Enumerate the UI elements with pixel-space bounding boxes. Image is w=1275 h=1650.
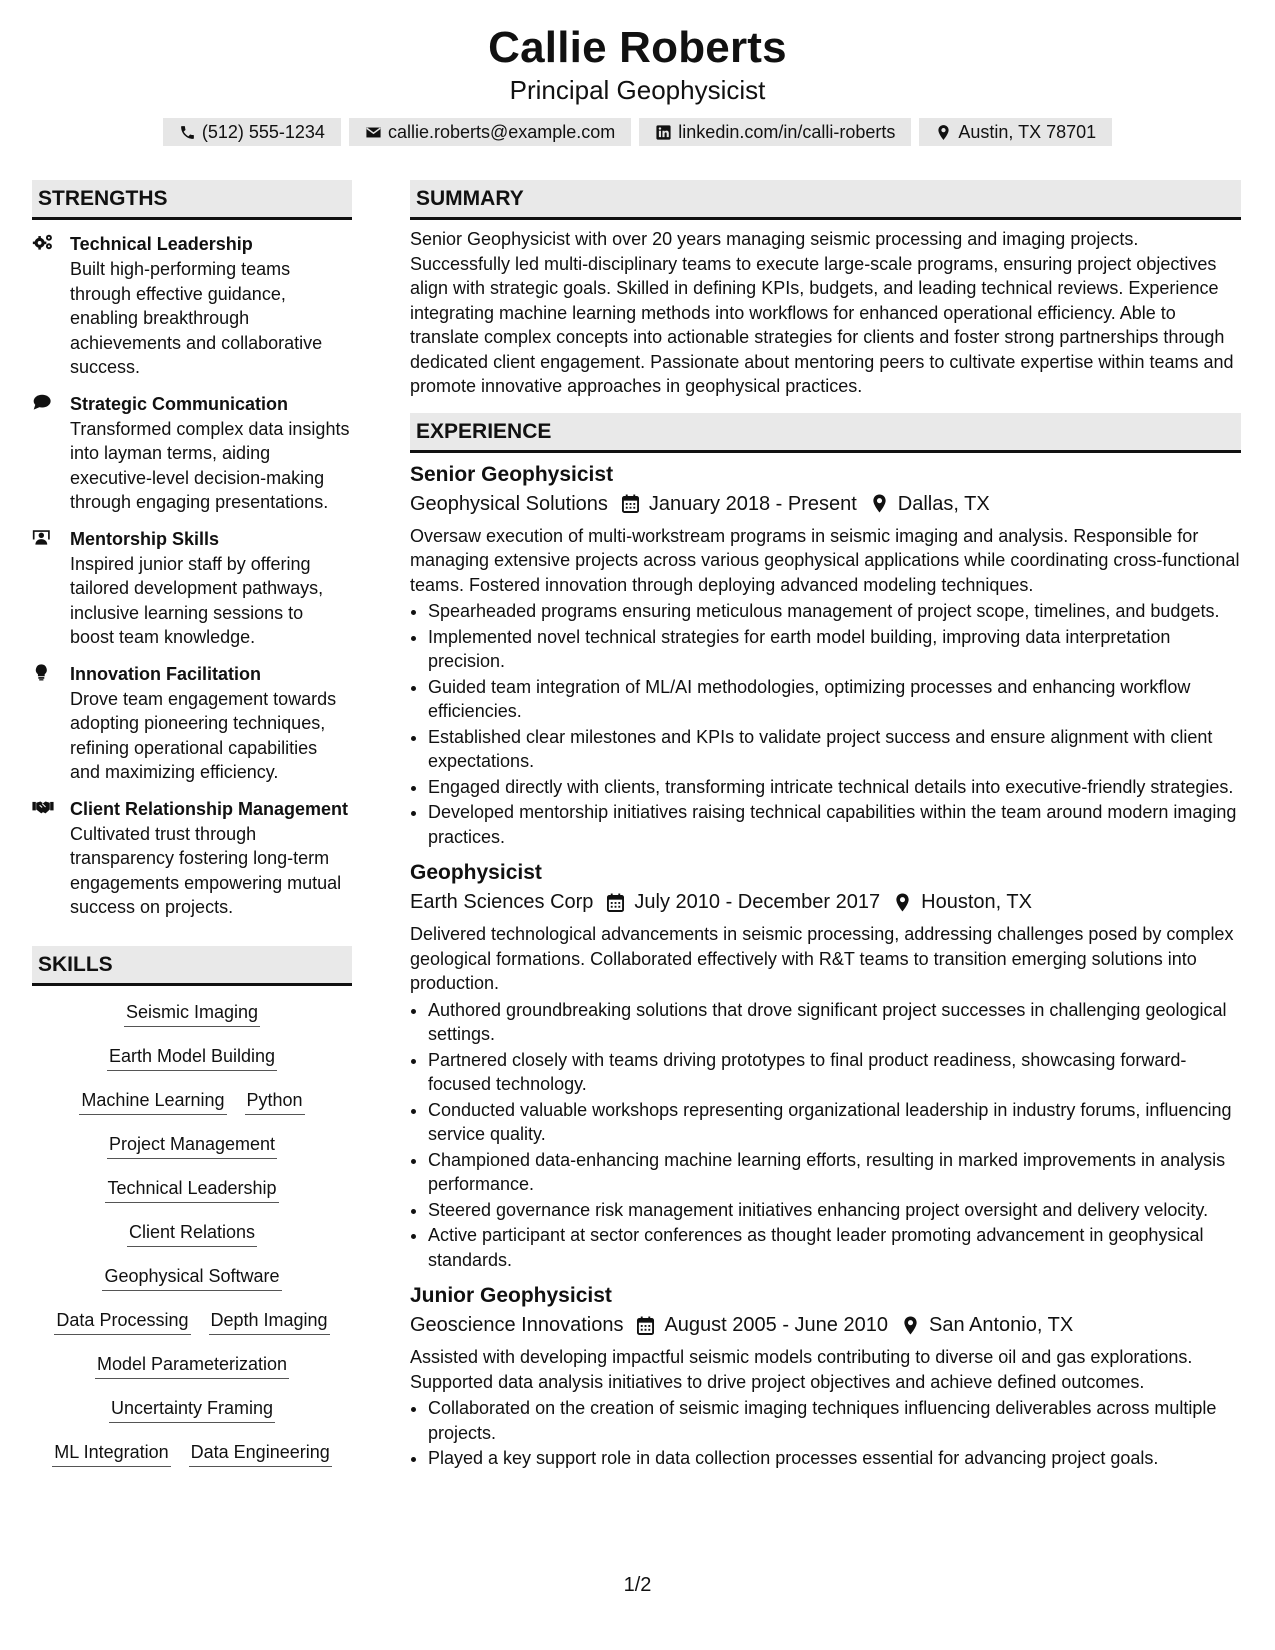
- skill-tag: Earth Model Building: [107, 1044, 277, 1071]
- bullet-item: • Collaborated on the creation of seismic imaging techniques influencing deliverables across multiple projects.: [428, 1396, 1241, 1445]
- email-text: callie.roberts@example.com: [387, 122, 616, 142]
- bullet-item: • Conducted valuable workshops representing organizational leadership in industry forums, influencing service quality.: [428, 1098, 1241, 1147]
- page-number: 1/2: [623, 1574, 652, 1596]
- strength-item: [32, 797, 352, 920]
- job-entry: [410, 1282, 1241, 1471]
- job-company: Earth Sciences Corp: [410, 891, 594, 913]
- job-entry: [410, 461, 1241, 850]
- candidate-title: Principal Geophysicist: [509, 75, 766, 105]
- right-column: [410, 180, 1241, 1484]
- contact-location: [919, 118, 1112, 146]
- bullet-item: • Active participant at sector conferences as thought leader promoting advancement in geophysical standards.: [428, 1223, 1241, 1272]
- skill-tag: Seismic Imaging: [124, 1000, 260, 1027]
- strength-title: Technical Leadership: [70, 234, 253, 254]
- job-location: Houston, TX: [921, 891, 1032, 913]
- contact-bar: [0, 118, 1275, 146]
- job-title: Senior Geophysicist: [410, 462, 614, 486]
- strengths-heading: STRENGTHS: [32, 180, 352, 220]
- strength-title: Mentorship Skills: [70, 528, 220, 549]
- job-meta: [410, 490, 1241, 518]
- bullet-item: • Guided team integration of ML/AI methodologies, optimizing processes and enhancing workflow efficiencies.: [428, 675, 1241, 724]
- candidate-name: Callie Roberts: [488, 23, 787, 72]
- strength-title: Client Relationship Management: [70, 798, 349, 819]
- contact-phone: [163, 118, 341, 146]
- job-description: Delivered technological advancements in seismic processing, addressing challenges posed by complex geological formations. Collaborated effectively with R&T teams to transition emerging solutions into production.: [410, 924, 1234, 993]
- skill-tag: Client Relations: [127, 1220, 257, 1247]
- job-dates: January 2018 - Present: [648, 492, 857, 515]
- job-title: Geophysicist: [410, 861, 542, 884]
- strength-item: [32, 662, 352, 785]
- map-marker-icon: [871, 494, 888, 513]
- job-bullets: [410, 998, 1241, 1273]
- job-location: Dallas, TX: [897, 492, 990, 515]
- contact-email[interactable]: [349, 118, 631, 146]
- map-marker-icon: [902, 1316, 919, 1335]
- bullet-item: • Steered governance risk management initiatives enhancing project oversight and delivery velocity.: [428, 1198, 1241, 1223]
- job-dates: July 2010 - December 2017: [634, 891, 881, 913]
- linkedin-text: linkedin.com/in/calli-roberts: [678, 122, 896, 142]
- phone-text: (512) 555-1234: [201, 122, 325, 142]
- map-marker-icon: [894, 893, 911, 912]
- strength-desc: Transformed complex data insights into layman terms, aiding executive-level decision-making through engaging presentations.: [70, 418, 350, 512]
- skills-heading: SKILLS: [32, 946, 352, 986]
- gears-icon: [32, 233, 54, 251]
- skill-tag: Machine Learning: [79, 1088, 226, 1115]
- map-marker-icon: [935, 124, 952, 141]
- teacher-icon: [32, 528, 54, 546]
- comment-icon: [32, 393, 54, 411]
- left-column: [32, 180, 352, 1484]
- skill-tag: Technical Leadership: [105, 1176, 278, 1203]
- strength-title: Strategic Communication: [70, 393, 289, 414]
- calendar-icon: [622, 494, 639, 513]
- strength-desc: Built high-performing teams through effective guidance, enabling breakthrough achievements and collaborative success.: [70, 259, 323, 377]
- handshake-icon: [32, 798, 54, 816]
- job-location: San Antonio, TX: [928, 1314, 1074, 1336]
- skill-tag: Uncertainty Framing: [109, 1396, 275, 1423]
- calendar-icon: [637, 1316, 654, 1335]
- bullet-item: • Spearheaded programs ensuring meticulous management of project scope, timelines, and budgets.: [428, 599, 1241, 624]
- skill-tag: Project Management: [107, 1132, 277, 1159]
- job-dates: August 2005 - June 2010: [664, 1314, 888, 1336]
- skill-tag: Data Processing: [54, 1308, 190, 1335]
- contact-linkedin[interactable]: [639, 118, 911, 146]
- bullet-item: • Developed mentorship initiatives raising technical capabilities within the team around modern imaging practices.: [428, 800, 1241, 849]
- strength-desc: Cultivated trust through transparency fostering long-term engagements empowering mutual success on projects.: [70, 823, 342, 917]
- skill-tag: Data Engineering: [189, 1440, 332, 1467]
- strength-item: [32, 232, 352, 380]
- resume-body: [32, 180, 1241, 1484]
- job-meta: [410, 888, 1241, 916]
- bullet-item: • Championed data-enhancing machine learning efforts, resulting in marked improvements in analysis performance.: [428, 1148, 1241, 1197]
- job-entry: [410, 859, 1241, 1272]
- job-company: Geophysical Solutions: [410, 492, 608, 515]
- calendar-icon: [607, 893, 624, 912]
- strength-item: [32, 392, 352, 515]
- lightbulb-icon: [32, 663, 54, 681]
- skill-tag: Geophysical Software: [102, 1264, 281, 1291]
- linkedin-icon: [655, 124, 672, 141]
- skills-list: [32, 986, 352, 1467]
- bullet-item: • Partnered closely with teams driving prototypes to final product readiness, showcasing forward-focused technology.: [428, 1048, 1241, 1097]
- phone-icon: [179, 124, 196, 141]
- job-bullets: [410, 1396, 1241, 1471]
- strength-title: Innovation Facilitation: [70, 663, 262, 684]
- job-description: Assisted with developing impactful seismic models contributing to diverse oil and gas explorations. Supported data analysis initiatives to drive project objectives and achieve defined outcomes.: [410, 1347, 1193, 1392]
- skill-tag: ML Integration: [52, 1440, 170, 1467]
- envelope-icon: [365, 124, 382, 141]
- bullet-item: • Played a key support role in data collection processes essential for advancing project goals.: [428, 1446, 1241, 1471]
- strength-desc: Inspired junior staff by offering tailored development pathways, inclusive learning sessions to boost team knowledge.: [70, 553, 324, 647]
- location-text: Austin, TX 78701: [958, 122, 1097, 142]
- bullet-item: • Established clear milestones and KPIs to validate project success and ensure alignment with client expectations.: [428, 725, 1241, 774]
- skill-tag: Python: [245, 1088, 305, 1115]
- job-company: Geoscience Innovations: [410, 1314, 624, 1336]
- bullet-item: • Authored groundbreaking solutions that drove significant project successes in challenging geological settings.: [428, 998, 1241, 1047]
- job-title: Junior Geophysicist: [410, 1284, 612, 1307]
- strength-desc: Drove team engagement towards adopting pioneering techniques, refining operational capabilities and maximizing efficiency.: [70, 688, 337, 782]
- skill-tag: Model Parameterization: [95, 1352, 289, 1379]
- resume-header: [0, 0, 1275, 146]
- job-description: Oversaw execution of multi-workstream programs in seismic imaging and analysis. Responsible for managing extensive projects across various geophysical applications while coordinating cross-functional teams. Fostered innovation through deploying advanced modeling techniques.: [410, 525, 1240, 595]
- summary-heading: SUMMARY: [410, 180, 1241, 220]
- skill-tag: Depth Imaging: [209, 1308, 330, 1335]
- job-meta: [410, 1311, 1241, 1339]
- strength-item: [32, 527, 352, 650]
- bullet-item: • Implemented novel technical strategies for earth model building, improving data interpretation precision.: [428, 625, 1241, 674]
- experience-heading: EXPERIENCE: [410, 413, 1241, 453]
- summary-text: Senior Geophysicist with over 20 years managing seismic processing and imaging projects. Successfully led multi-disciplinary teams to execute large-scale programs, ensuring project objectives align with strategic goals. Skilled in defining KPIs, budgets, and leading technical reviews. Experience integrating machine learning methods into workflows for enhanced operational efficiency. Able to translate complex concepts into actionable strategies for clients and foster strong partnerships through dedicated client engagement. Passionate about mentoring peers to cultivate expertise within teams and promote innovative approaches in geophysical practices.: [410, 229, 1234, 396]
- job-bullets: [410, 599, 1241, 849]
- bullet-item: • Engaged directly with clients, transforming intricate technical details into executive-friendly strategies.: [428, 775, 1241, 800]
